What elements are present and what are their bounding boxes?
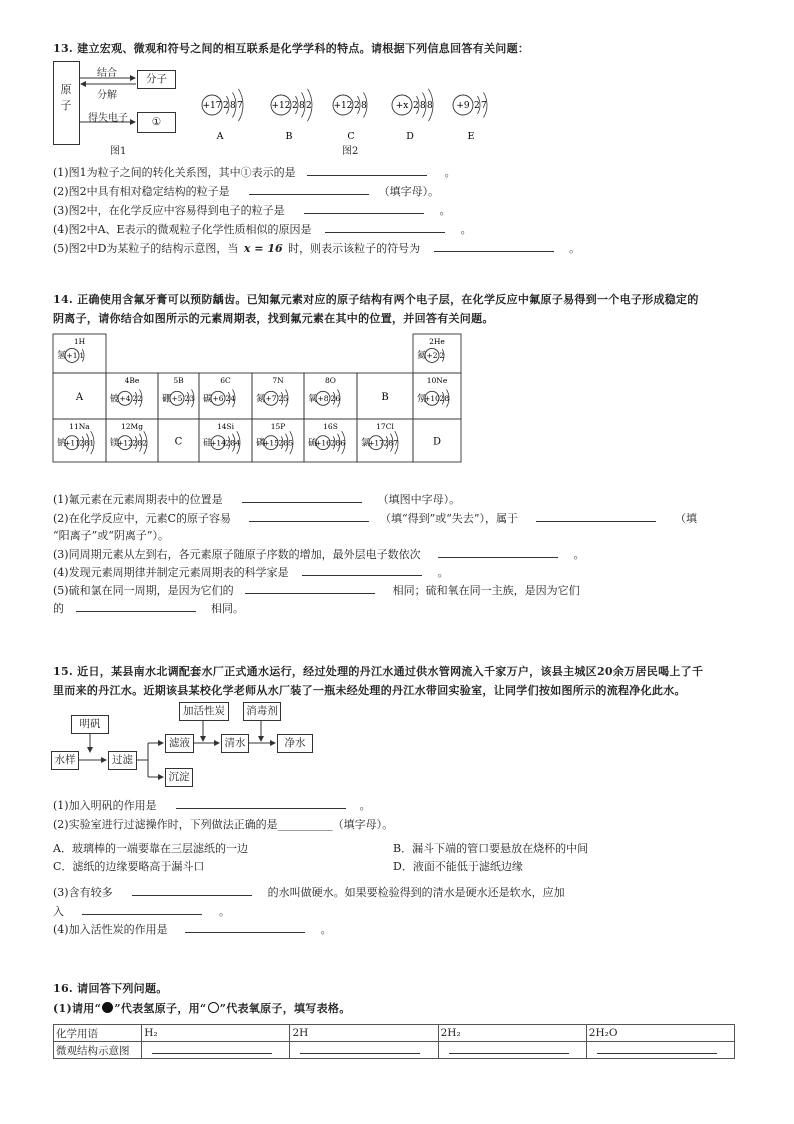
shell-electron-count: 2 <box>353 101 360 112</box>
element-number-Na: 11Na <box>69 422 90 431</box>
element-number-P: 15P <box>270 422 286 431</box>
element-number-H: 1H <box>73 337 86 346</box>
nucleus-charge: +6 <box>212 393 224 403</box>
q14-item-5-cont: 的 相同。 <box>53 602 244 615</box>
element-number-C: 6C <box>220 376 231 385</box>
combine-label: 结合 <box>97 68 117 79</box>
shell-electron-count: 2 <box>79 438 85 448</box>
flow-precipitate: 沉淀 <box>165 768 193 787</box>
shell-electron-count: 2 <box>291 101 298 112</box>
element-number-B: 5B <box>173 376 184 385</box>
element-number-Cl: 17Cl <box>376 422 394 431</box>
shell-electron-count: 2 <box>137 393 143 403</box>
nucleus-charge: +1 <box>66 351 78 361</box>
shell-electron-count: 8 <box>444 393 450 403</box>
shell-electron-count: 8 <box>360 101 367 112</box>
element-name-B: 硼 <box>162 394 172 405</box>
element-name-Ne: 氖 <box>417 394 427 405</box>
shell-electron-count: 8 <box>283 438 289 448</box>
q16-answer-cell-2[interactable] <box>290 1042 438 1059</box>
nucleus-charge: +x <box>395 101 409 112</box>
q15-item-3: (3)含有较多 的水叫做硬水。如果要检验得到的清水是硬水还是软水，应加 <box>53 886 565 899</box>
option-b: B．漏斗下端的管口要悬放在烧杯的中间 <box>393 842 589 855</box>
q13-item-1: (1)图1为粒子之间的转化关系图，其中①表示的是 。 <box>53 166 456 179</box>
particle-label: D <box>406 131 414 142</box>
shell-electron-count: 2 <box>142 438 148 448</box>
element-name-Cl: 氯 <box>361 438 371 449</box>
shell-electron-count: 4 <box>230 393 236 403</box>
shell-electron-count: 2 <box>225 438 231 448</box>
nucleus-charge: +12 <box>333 101 353 112</box>
q14-item-3: (3)同周期元素从左到右，各元素原子随原子序数的增加，最外层电子数依次 。 <box>53 548 585 561</box>
q14-item-2-cont: “阳离子”或“阴离子”）。 <box>53 529 169 542</box>
particle-label: A <box>216 131 224 142</box>
flow-clear: 清水 <box>221 734 249 753</box>
q16-table <box>53 1024 735 1059</box>
q16-cell-2h: 2H <box>290 1025 438 1042</box>
q13-item-5: (5)图2中D为某粒子的结构示意图，当 x = 16 时，则表示该粒子的符号为 。 <box>53 242 581 255</box>
q15-title-line2: 里而来的丹江水。近期该县某校化学老师从水厂装了一瓶未经处理的丹江水带回实验室，让同学们按如图所示的流程净化此水。 <box>53 684 686 697</box>
element-name-He: 氦 <box>417 351 427 362</box>
nucleus-charge: +2 <box>426 351 438 361</box>
circle1-box: ① <box>137 112 176 133</box>
nucleus-charge: +10 <box>424 393 440 403</box>
element-name-S: 硫 <box>308 438 318 449</box>
nucleus-charge: +14 <box>210 438 226 448</box>
shell-electron-count: 2 <box>278 438 284 448</box>
shell-electron-count: 8 <box>419 101 426 112</box>
q13-item-4: (4)图2中A、E表示的微观粒子化学性质相似的原因是 。 <box>53 223 472 236</box>
element-name-Na: 钠 <box>57 438 67 449</box>
shell-electron-count: 2 <box>225 393 231 403</box>
q16-cell-h2: H₂ <box>142 1025 290 1042</box>
q16-row-diagram <box>54 1042 735 1059</box>
q14-item-1: (1)氟元素在元素周期表中的位置是 （填图中字母）。 <box>53 493 461 506</box>
filled-circle-icon <box>102 1002 113 1013</box>
q14-title-line2: 阴离子，请你结合如图所示的元素周期表，找到氟元素在其中的位置，并回答有关问题。 <box>53 312 494 325</box>
nucleus-charge: +15 <box>263 438 279 448</box>
fig1-caption: 图1 <box>110 146 127 157</box>
answer-blank-15-3b[interactable] <box>82 904 202 915</box>
q13-item-2: (2)图2中具有相对稳定结构的粒子是 （填字母）。 <box>53 185 440 198</box>
nucleus-charge: +16 <box>315 438 331 448</box>
shell-electron-count: 2 <box>412 101 419 112</box>
element-name-P: 磷 <box>256 438 266 449</box>
nucleus-charge: +9 <box>456 101 470 112</box>
flow-pure: 净水 <box>277 734 313 753</box>
flow-filter: 过滤 <box>108 751 137 770</box>
flow-alum: 明矾 <box>71 715 109 734</box>
shell-electron-count: 1 <box>89 438 95 448</box>
q16-cell-2h2o: 2H₂O <box>586 1025 734 1042</box>
flow-disinfectant: 消毒剂 <box>243 702 281 721</box>
element-number-Mg: 12Mg <box>120 422 144 431</box>
element-number-Be: 4Be <box>124 376 140 385</box>
shell-electron-count: 7 <box>480 101 487 112</box>
q13-item-3: (3)图2中，在化学反应中容易得到电子的粒子是 。 <box>53 204 451 217</box>
element-name-N: 氮 <box>256 394 266 405</box>
nucleus-charge: +17 <box>202 101 222 112</box>
q16-cell-2h2: 2H₂ <box>438 1025 586 1042</box>
particle-label: C <box>347 131 355 142</box>
gain-lose-label: 得失电子 <box>88 113 128 124</box>
option-c: C．滤纸的边缘要略高于漏斗口 <box>53 860 205 873</box>
q14-title-line1: 14. 正确使用含氟牙膏可以预防龋齿。已知氟元素对应的原子结构有两个电子层，在化学反应中氟原子易得到一个电子形成稳定的 <box>53 293 699 306</box>
shell-electron-count: 2 <box>132 438 138 448</box>
shell-electron-count: 3 <box>189 393 195 403</box>
element-name-Mg: 镁 <box>110 438 120 449</box>
q14-item-4: (4)发现元素周期律并制定元素周期表的科学家是 。 <box>53 566 449 579</box>
flow-sample: 水样 <box>51 751 79 770</box>
q15-item-2: (2)实验室进行过滤操作时，下列做法正确的是__________（填字母）。 <box>53 818 394 831</box>
shell-electron-count: 7 <box>236 101 243 112</box>
element-name-O: 氧 <box>308 394 318 405</box>
empty-circle-icon <box>208 1002 219 1013</box>
shell-electron-count: 4 <box>235 438 241 448</box>
particle-label: E <box>467 131 475 142</box>
q15-item-1: (1)加入明矾的作用是 。 <box>53 799 371 812</box>
shell-electron-count: 2 <box>383 438 389 448</box>
shell-electron-count: 2 <box>222 101 229 112</box>
shell-electron-count: 2 <box>330 393 336 403</box>
element-number-He: 2He <box>429 337 445 346</box>
q15-title-line1: 15. 近日，某县南水北调配套水厂正式通水运行，经过处理的丹江水通过供水管网流入千家万户，该县主城区20余万居民喝上了千 <box>53 665 704 678</box>
element-number-O: 8O <box>325 376 336 385</box>
shell-electron-count: 2 <box>132 393 138 403</box>
shell-electron-count: 5 <box>288 438 294 448</box>
q16-title: 16. 请回答下列问题。 <box>53 982 168 995</box>
q16-subquestion-1: (1)请用“ ”代表氢原子，用“ ”代表氧原子，填写表格。 <box>53 1002 351 1015</box>
nucleus-charge: +8 <box>317 393 329 403</box>
option-d: D．液面不能低于滤纸边缘 <box>393 860 523 873</box>
nucleus-charge: +17 <box>368 438 384 448</box>
answer-blank-15-1[interactable] <box>176 798 346 809</box>
shell-electron-count: 8 <box>137 438 143 448</box>
q16-header-formula: 化学用语 <box>54 1025 142 1042</box>
element-name-H: 氢 <box>57 351 67 362</box>
shell-electron-count: 5 <box>283 393 289 403</box>
q16-answer-cell-4[interactable] <box>586 1042 734 1059</box>
answer-blank-16-3[interactable] <box>449 1043 569 1054</box>
shell-electron-count: 2 <box>278 393 284 403</box>
shell-electron-count: 1 <box>79 351 85 361</box>
nucleus-charge: +7 <box>265 393 277 403</box>
element-name-Si: 硅 <box>203 438 213 449</box>
element-number-Ne: 10Ne <box>426 376 448 385</box>
element-number-N: 7N <box>272 376 284 385</box>
nucleus-charge: +5 <box>171 393 183 403</box>
answer-blank-16-1[interactable] <box>152 1043 272 1054</box>
q14-item-5: (5)硫和氯在同一周期，是因为它们的 相同；硫和氧在同一主族，是因为它们 <box>53 584 580 597</box>
shell-electron-count: 8 <box>335 438 341 448</box>
nucleus-charge: +12 <box>271 101 291 112</box>
flow-filtrate: 滤液 <box>165 734 194 753</box>
q15-item-4: (4)加入活性炭的作用是 。 <box>53 923 332 936</box>
q16-answer-cell-1[interactable] <box>142 1042 290 1059</box>
q15-item-3-cont: 入 。 <box>53 905 230 918</box>
letter-cell-Bcell: B <box>381 392 389 403</box>
shell-electron-count: 8 <box>84 438 90 448</box>
q16-answer-cell-3[interactable] <box>438 1042 586 1059</box>
letter-cell-A: A <box>75 392 84 403</box>
shell-electron-count: 7 <box>393 438 399 448</box>
q16-row-formula <box>54 1025 735 1042</box>
q16-header-diagram: 微观结构示意图 <box>54 1042 142 1059</box>
q13-title: 13. 建立宏观、微观和符号之间的相互联系是化学学科的特点。请根据下列信息回答有关问题： <box>53 42 530 55</box>
shell-electron-count: 8 <box>230 438 236 448</box>
shell-electron-count: 6 <box>335 393 341 403</box>
fig2-caption: 图2 <box>342 146 359 157</box>
answer-blank-15-4[interactable] <box>185 922 305 933</box>
element-name-Be: 铍 <box>110 394 120 405</box>
shell-electron-count: 8 <box>229 101 236 112</box>
decompose-label: 分解 <box>97 90 117 101</box>
shell-electron-count: 2 <box>439 351 445 361</box>
answer-blank-16-2[interactable] <box>300 1043 420 1054</box>
nucleus-charge: +12 <box>117 438 133 448</box>
nucleus-charge: +4 <box>119 393 131 403</box>
shell-electron-count: 8 <box>426 101 433 112</box>
shell-electron-count: 8 <box>298 101 305 112</box>
shell-electron-count: 2 <box>184 393 190 403</box>
shell-electron-count: 6 <box>340 438 346 448</box>
nucleus-charge: +11 <box>64 438 80 448</box>
element-number-Si: 14Si <box>216 422 235 431</box>
element-number-S: 16S <box>323 422 338 431</box>
shell-electron-count: 8 <box>388 438 394 448</box>
shell-electron-count: 2 <box>330 438 336 448</box>
letter-cell-Dcell: D <box>432 436 442 448</box>
shell-electron-count: 2 <box>439 393 445 403</box>
particle-label: B <box>285 131 293 142</box>
shell-electron-count: 2 <box>305 101 312 112</box>
shell-electron-count: 2 <box>473 101 480 112</box>
letter-cell-Ccell: C <box>174 436 183 448</box>
molecule-box: 分子 <box>137 70 176 89</box>
q14-item-2: (2)在化学反应中，元素C的原子容易 （填“得到”或“失去”），属于 （填 <box>53 512 697 525</box>
answer-blank-16-4[interactable] <box>597 1043 717 1054</box>
answer-blank-15-3a[interactable] <box>132 885 252 896</box>
option-a: A．玻璃棒的一端要靠在三层滤纸的一边 <box>53 842 248 855</box>
flow-carbon: 加活性炭 <box>179 702 229 721</box>
atom-label: 原子 <box>60 83 72 112</box>
element-name-C: 碳 <box>203 394 213 405</box>
